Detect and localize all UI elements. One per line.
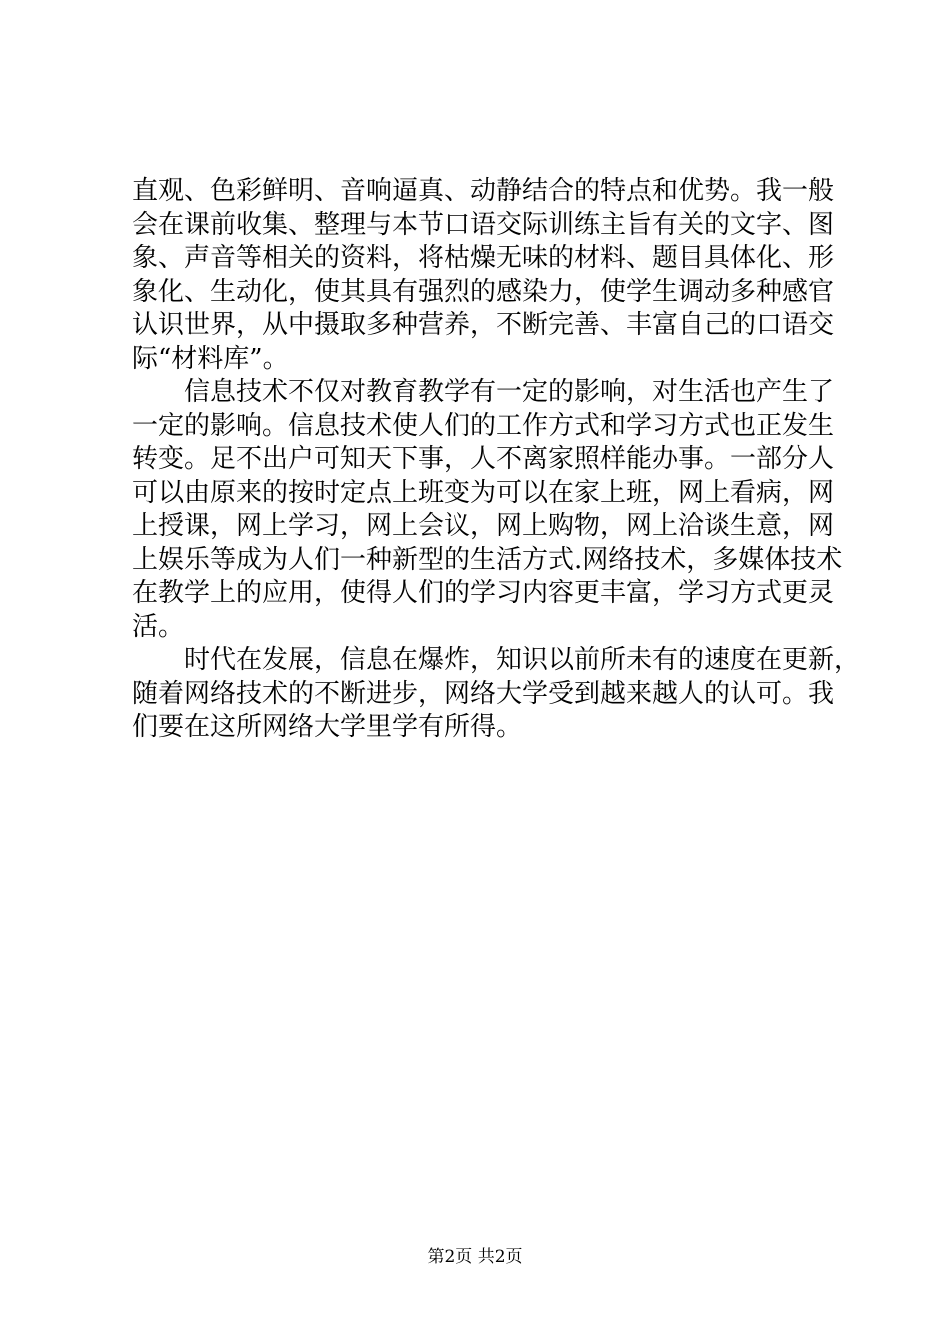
text-line: 上娱乐等成为人们一种新型的生活方式.网络技术，多媒体技术 xyxy=(132,544,843,575)
text-line: 可以由原来的按时定点上班变为可以在家上班，网上看病，网 xyxy=(132,477,835,508)
text-line: 时代在发展，信息在爆炸，知识以前所未有的速度在更新， xyxy=(132,645,861,675)
text-line: 转变。足不出户可知天下事，人不离家照样能办事。一部分人 xyxy=(132,444,835,474)
text-line: 们要在这所网络大学里学有所得。 xyxy=(132,712,523,742)
text-line: 上授课，网上学习，网上会议，网上购物，网上洽谈生意，网 xyxy=(132,511,835,541)
text-line: 会在课前收集、整理与本节口语交际训练主旨有关的文字、图 xyxy=(132,209,835,240)
text-line: 一定的影响。信息技术使人们的工作方式和学习方式也正发生 xyxy=(132,410,835,441)
document-body xyxy=(132,175,861,745)
text-line: 直观、色彩鲜明、音响逼真、动静结合的特点和优势。我一般 xyxy=(132,176,835,206)
text-line: 际“材料库”。 xyxy=(132,343,289,374)
text-line: 信息技术不仅对教育教学有一定的影响，对生活也产生了 xyxy=(132,377,835,407)
text-line: 认识世界，从中摄取多种营养，不断完善、丰富自己的口语交 xyxy=(132,310,835,340)
page-number-footer: 第2页 共2页 xyxy=(427,1247,523,1267)
text-line: 象、声音等相关的资料，将枯燥无味的材料、题目具体化、形 xyxy=(132,243,835,273)
text-line: 随着网络技术的不断进步，网络大学受到越来越人的认可。我 xyxy=(132,678,835,709)
text-line: 在教学上的应用，使得人们的学习内容更丰富，学习方式更灵 xyxy=(132,578,835,608)
text-line: 象化、生动化，使其具有强烈的感染力，使学生调动多种感官 xyxy=(132,276,835,307)
text-line: 活。 xyxy=(132,611,185,642)
